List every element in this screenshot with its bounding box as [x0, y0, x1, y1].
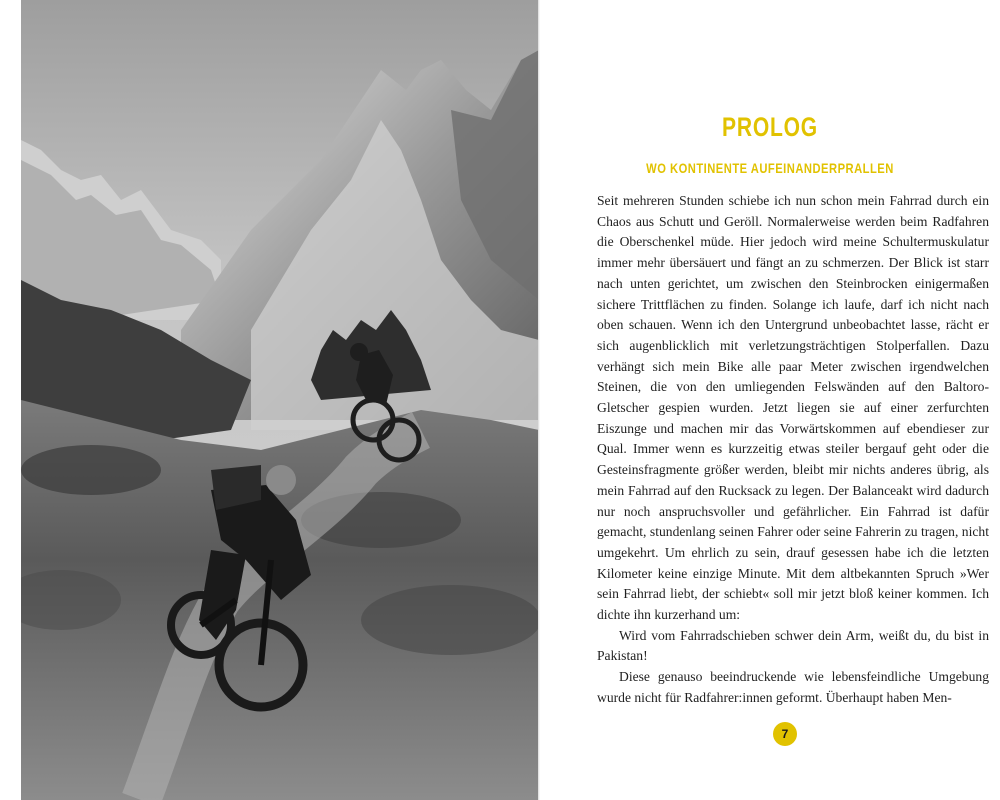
paragraph: Diese genauso beeindruckende wie lebensfeindliche Umgebung wurde nicht für Radfahrer:innen geformt. Überhaupt haben Men- — [597, 669, 989, 705]
chapter-body — [597, 191, 989, 709]
paragraph: Seit mehreren Stunden schiebe ich nun schon mein Fahrrad durch ein Chaos aus Schutt und Geröll. Normalerweise werden beim Radfahren die Oberschenkel müde. Hier jedoch wird meine Schultermuskulatur immer mehr übersäuert und fängt an zu schmerzen. Der Blick ist starr nach unten gerichtet, um zwischen den Steinbrocken einigermaßen sichere Trittflächen zu finden. Solange ich laufe, darf ich nicht nach oben schauen. Wenn ich den Untergrund unbeobachtet lasse, rächt er sich augenblicklich mit verletzungsträchtigen Stolperfallen. Dazu verhängt sich mein Bike alle paar Meter zwischen irgendwelchen Steinen, die von den umliegenden Felswänden auf den Baltoro-Gletscher gespien wurden. Jetzt liegen sie auf einer zerfurchten Eiszunge und machen mir das Vorwärtskommen auf ebendieser zur Qual. Immer wenn es kurzzeitig etwas steiler bergauf geht oder die Gesteinsfragmente größer werden, bleibt mir nichts anderes übrig, als mein Fahrrad auf den Rucksack zu legen. Der Balanceakt wird dadurch nur noch anspruchsvoller und gefährlicher. Ein Fahrrad ist dafür gemacht, stundenlang seinen Fahrer oder seine Fahrerin zu tragen, nicht umgekehrt. Um ehrlich zu sein, drauf gesessen habe ich die letzten Kilometer keine einzige Minute. Mit dem altbekannten Spruch »Wer sein Fahrrad liebt, der schiebt« soll mir jetzt bloß keiner kommen. Ich dichte ihn kurzerhand um: — [597, 193, 989, 623]
chapter-title: PROLOG — [722, 112, 818, 142]
right-page — [540, 0, 1000, 800]
photo-illustration — [21, 0, 539, 800]
paragraph: Wird vom Fahrradschieben schwer dein Arm, weißt du, du bist in Pakistan! — [597, 627, 989, 664]
page-number-badge: 7 — [773, 722, 797, 746]
chapter-subtitle: WO KONTINENTE AUFEINANDERPRALLEN — [646, 160, 894, 176]
mountain-biking-photo — [21, 0, 539, 800]
